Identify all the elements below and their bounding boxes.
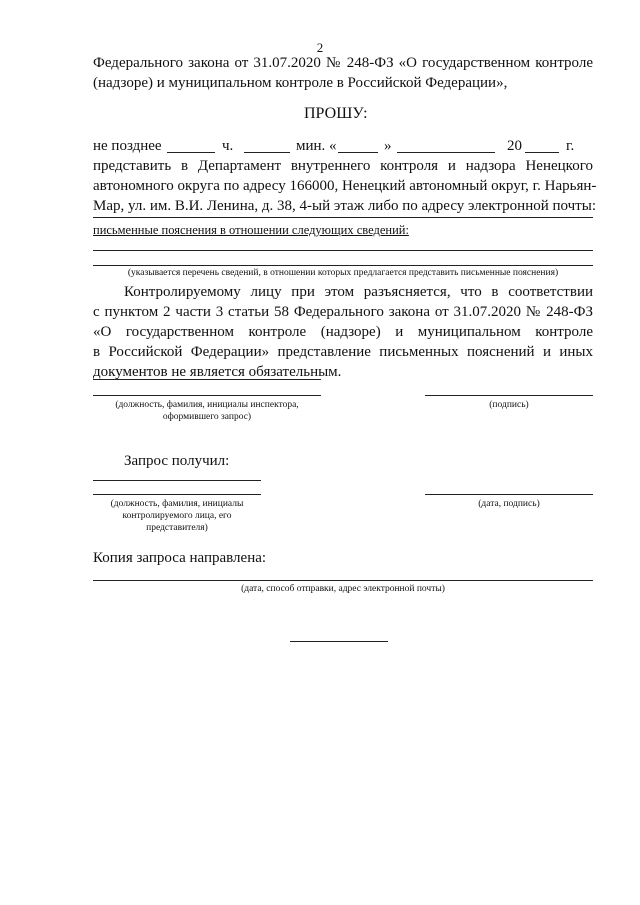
copy-line[interactable] [93, 580, 593, 581]
deadline-quote-close: » [384, 138, 392, 154]
deadline-hours: ч. [222, 138, 234, 154]
page-heading: ПРОШУ: [304, 105, 368, 122]
controlled-caption-3: представителя) [146, 523, 208, 533]
explanations-line-2[interactable] [93, 265, 593, 266]
inspector-caption-2: оформившего запрос) [162, 412, 252, 422]
month-blank[interactable] [397, 152, 495, 153]
hours-blank[interactable] [167, 152, 215, 153]
copy-label: Копия запроса направлена: [93, 550, 267, 566]
body-line-1: представить в Департамент внутреннего контроля и надзора Ненецкого [93, 158, 593, 174]
minutes-blank[interactable] [244, 152, 290, 153]
copy-caption: (дата, способ отправки, адрес электронной почты) [241, 584, 445, 594]
notice-line-5: документов не является обязательным. [93, 364, 342, 380]
body-line-2: автономного округа по адресу 166000, Ненецкий автономный округ, г. Нарьян- [93, 178, 597, 194]
explanations-label: письменные пояснения в отношении следующих сведений: [93, 223, 409, 237]
deadline-year-suffix: г. [566, 138, 575, 154]
deadline-year: 20 [507, 138, 522, 154]
signature-caption: (подпись) [489, 400, 529, 410]
deadline-minutes: мин. « [296, 138, 337, 154]
email-blank[interactable] [93, 217, 593, 218]
explanations-caption: (указывается перечень сведений, в отношении которых предлагается представить письменные пояснения) [127, 268, 559, 278]
inspector-line-1[interactable] [93, 379, 321, 380]
inspector-line-2[interactable] [93, 395, 321, 396]
inspector-caption-1: (должность, фамилия, инициалы инспектора, [115, 400, 299, 410]
page-number: 2 [316, 40, 324, 55]
notice-line-2: с пунктом 2 части 3 статьи 58 Федерального закона от 31.07.2020 № 248-ФЗ [93, 304, 593, 320]
intro-line-2: (надзоре) и муниципальном контроле в Российской Федерации», [93, 75, 508, 91]
received-label: Запрос получил: [124, 453, 230, 469]
received-line-2[interactable] [93, 494, 261, 495]
day-blank[interactable] [338, 152, 378, 153]
date-signature-caption: (дата, подпись) [478, 499, 540, 509]
notice-line-3: «О государственном контроле (надзоре) и муниципальном контроле [93, 324, 593, 340]
notice-line-4: в Российской Федерации» представление письменных пояснений и иных [93, 344, 593, 360]
date-signature-line[interactable] [425, 494, 593, 495]
intro-line-1: Федерального закона от 31.07.2020 № 248-ФЗ «О государственном контроле [93, 55, 593, 71]
signature-line[interactable] [425, 395, 593, 396]
notice-line-1: Контролируемому лицу при этом разъясняется, что в соответствии [124, 284, 593, 300]
closing-divider [290, 641, 388, 642]
body-line-3: Мар, ул. им. В.И. Ленина, д. 38, 4-ый этаж либо по адресу электронной почты: [93, 198, 596, 214]
deadline-prefix: не позднее [93, 138, 162, 154]
explanations-line-1[interactable] [93, 250, 593, 251]
year-blank[interactable] [525, 152, 559, 153]
controlled-caption-2: контролируемого лица, его [122, 511, 232, 521]
received-line-1[interactable] [93, 480, 261, 481]
controlled-caption-1: (должность, фамилия, инициалы [110, 499, 244, 509]
